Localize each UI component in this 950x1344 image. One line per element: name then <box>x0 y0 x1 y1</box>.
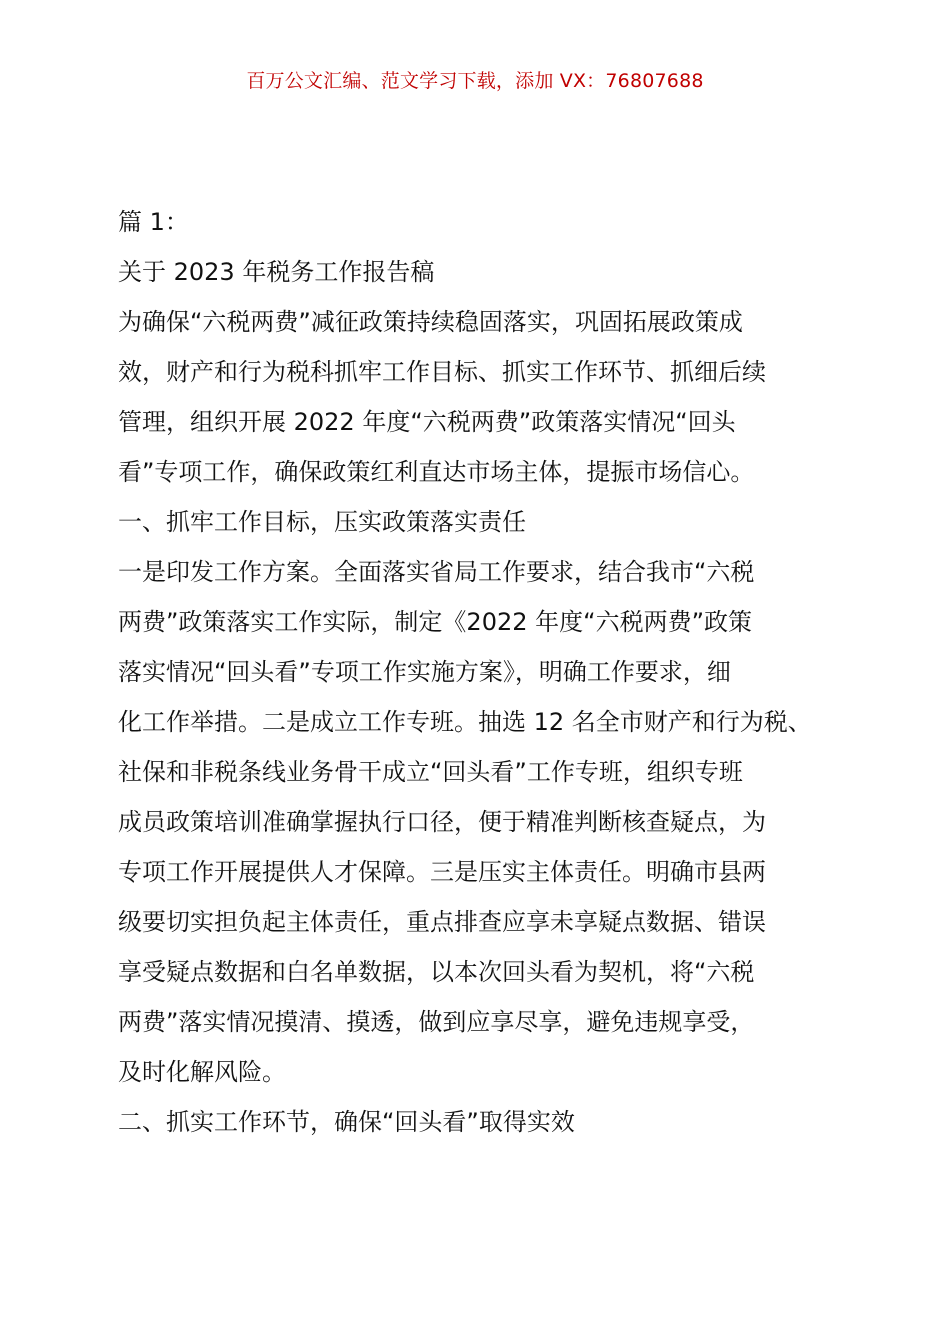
document-title: 关于 2023 年税务工作报告稿 <box>118 258 435 286</box>
intro-line: 效，财产和行为税科抓牢工作目标、抓实工作环节、抓细后续 <box>118 358 766 386</box>
section-1-line: 两费”政策落实工作实际，制定《2022 年度“六税两费”政策 <box>118 608 753 636</box>
section-1-line: 专项工作开展提供人才保障。三是压实主体责任。明确市县两 <box>118 858 766 886</box>
section-1-line: 及时化解风险。 <box>118 1058 286 1086</box>
section-1-line: 化工作举措。二是成立工作专班。抽选 12 名全市财产和行为税、 <box>118 708 812 736</box>
header-promo-note: 百万公文汇编、范文学习下载，添加 VX：76807688 <box>246 70 704 92</box>
section-1-line: 享受疑点数据和白名单数据，以本次回头看为契机，将“六税 <box>118 958 755 986</box>
section-1-line: 级要切实担负起主体责任，重点排查应享未享疑点数据、错误 <box>118 908 766 936</box>
document-body <box>118 197 830 1147</box>
section-1-line: 成员政策培训准确掌握执行口径，便于精准判断核查疑点，为 <box>118 808 766 836</box>
intro-line: 看”专项工作，确保政策红利直达市场主体，提振市场信心。 <box>118 458 755 486</box>
section-1-line: 两费”落实情况摸清、摸透，做到应享尽享，避免违规享受， <box>118 1008 755 1036</box>
section-1-line: 落实情况“回头看”专项工作实施方案》，明确工作要求，细 <box>118 658 731 686</box>
intro-line: 管理，组织开展 2022 年度“六税两费”政策落实情况“回头 <box>118 408 736 436</box>
section-1-line: 一是印发工作方案。全面落实省局工作要求，结合我市“六税 <box>118 558 755 586</box>
section-1-heading: 一、抓牢工作目标，压实政策落实责任 <box>118 508 526 536</box>
intro-line: 为确保“六税两费”减征政策持续稳固落实，巩固拓展政策成 <box>118 308 743 336</box>
part-label: 篇 1： <box>118 208 189 236</box>
section-2-heading: 二、抓实工作环节，确保“回头看”取得实效 <box>118 1108 575 1136</box>
section-1-line: 社保和非税条线业务骨干成立“回头看”工作专班，组织专班 <box>118 758 743 786</box>
